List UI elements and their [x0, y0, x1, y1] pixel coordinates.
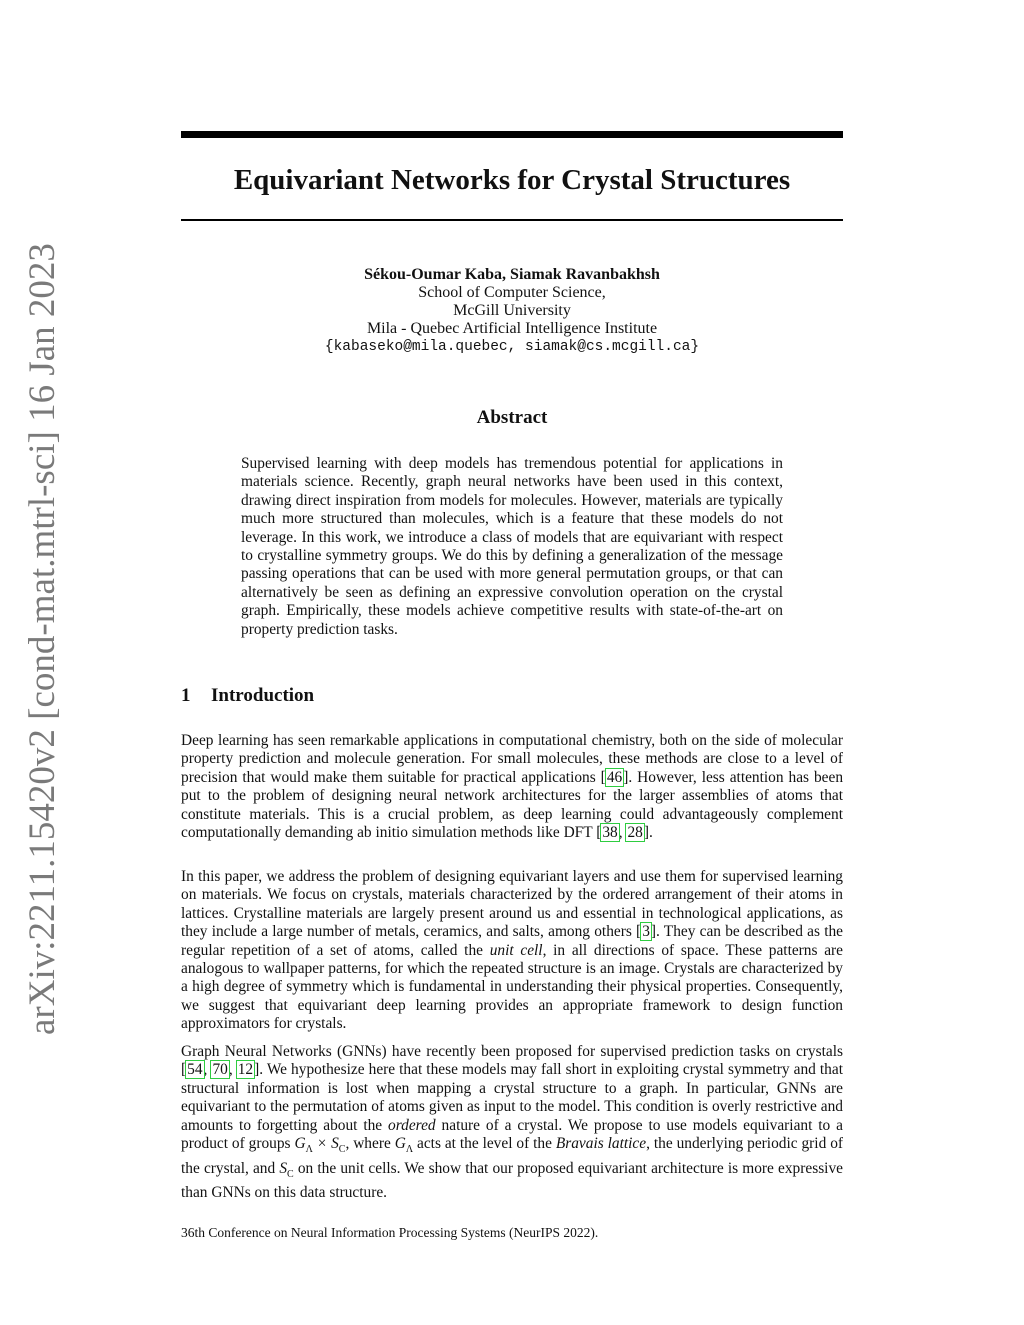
- section-title: Introduction: [211, 685, 315, 706]
- abstract-heading: Abstract: [476, 407, 548, 428]
- text-run: ]. However, less attention has been put to the problem of designing neural network architectures for the larger assemblies of atoms that constitute materials. This is a crucial problem, as deep learning could advantageously complement computationally demanding ab initio simulation methods like DFT [: [181, 768, 844, 842]
- citation-link[interactable]: 3: [642, 923, 650, 941]
- text-run: ].: [643, 824, 653, 842]
- author-emails: {kabaseko@mila.quebec, siamak@cs.mcgill.ca}: [324, 339, 700, 355]
- text-run: nature of a crystal. We propose to use models equivariant to a product of groups: [181, 1116, 843, 1153]
- section-heading-introduction: [181, 684, 314, 708]
- author-block: [181, 266, 843, 356]
- math-group-product: $G_\Lambda \times S_C$: [294, 1135, 346, 1156]
- text-run: , in all directions of space. These patterns are analogous to wallpaper patterns, for which the repeated structure is an image. Crystals are characterized by a high degree of symmetry which is fundamental in understanding their physical properties. Consequently, we suggest that equivariant deep learning provides an appropriate framework to design function approximators for crystals.: [181, 941, 843, 1033]
- citation-link[interactable]: 70: [212, 1061, 228, 1079]
- text-run: acts at the level of the: [413, 1135, 556, 1153]
- citation-link[interactable]: 46: [606, 768, 623, 786]
- section-number: 1: [181, 685, 191, 706]
- text-run: Graph Neural Networks (GNNs) have recently been proposed for supervised prediction tasks on crystals [: [181, 1043, 843, 1079]
- text-run: ]. We hypothesize here that these models may fall short in exploiting crystal symmetry and that structural information is lost when mapping a crystal structure to a graph. In particular, GNNs are equivariant to the permutation of atoms given as input to the model. This condition is overly restrictive and amounts to forgetting about the: [181, 1061, 843, 1134]
- intro-paragraph-3: Graph Neural Networks (GNNs) have recently been proposed for supervised prediction tasks on crystals [54, 70, 12]. We hypothesize here that these models may fall short in exploiting crystal symmetry and that structural information is lost when mapping a crystal structure to a graph. In particular, GNNs are equivariant to the permutation of atoms given as input to the model. This condition is overly restrictive and amounts to forgetting about the ordered nature of a crystal. We propose to use models equivariant to a product of groups $G_\Lambda \times S_C$, where $G_\Lambda$ acts at the level of the Bravais lattice, the underlying periodic grid of the crystal, and $S_C$ on the unit cells. We show that our proposed equivariant architecture is more expressive than GNNs on this data structure.: [181, 1043, 844, 1201]
- intro-paragraph-1: Deep learning has seen remarkable applications in computational chemistry, both on the side of molecular property prediction and molecule generation. For small molecules, these methods are close to a level of precision that would make them suitable for practical applications [46]. However, less attention has been put to the problem of designing neural network architectures for the larger assemblies of atoms that constitute materials. This is a crucial problem, as deep learning could advantageously complement computationally demanding ab initio simulation methods like DFT [38, 28].: [181, 732, 844, 842]
- emphasis-ordered: ordered: [388, 1116, 436, 1134]
- citation-link[interactable]: 54: [187, 1061, 203, 1079]
- text-run: ]. They can be described as the regular repetition of a set of atoms, called the: [181, 923, 843, 959]
- text-run: , where: [345, 1135, 395, 1153]
- title-rule-bottom: [181, 219, 843, 221]
- emphasis-bravais-lattice: Bravais lattice: [555, 1135, 647, 1153]
- title-rule-top: [181, 131, 843, 138]
- citation-link[interactable]: 38: [602, 824, 618, 842]
- text-run: on the unit cells. We show that our proposed equivariant architecture is more expressive than GNNs on this data structure.: [181, 1159, 843, 1201]
- arxiv-identifier: arXiv:2211.15420v2 [cond-mat.mtrl-sci] 16 Jan 2023: [22, 243, 63, 1035]
- conference-footnote: 36th Conference on Neural Information Processing Systems (NeurIPS 2022).: [181, 1225, 599, 1240]
- affiliation-line: School of Computer Science,: [418, 284, 606, 301]
- citation-link[interactable]: 12: [237, 1061, 254, 1079]
- affiliation-line: McGill University: [453, 302, 571, 319]
- text-run: Deep learning has seen remarkable applications in computational chemistry, both on the side of molecular property prediction and molecule generation. For small molecules, these methods are close to a level of precision that would make them suitable for practical applications [: [181, 732, 843, 786]
- citation-link[interactable]: 28: [627, 824, 643, 842]
- paper-title: Equivariant Networks for Crystal Structures: [233, 164, 791, 196]
- emphasis-unit-cell: unit cell: [489, 941, 543, 959]
- text-run: , the underlying periodic grid of the crystal, and: [181, 1135, 844, 1177]
- abstract-text: Supervised learning with deep models has tremendous potential for applications in materials science. Recently, graph neural networks have been used in this context, drawing direct inspiration from models for molecules. However, materials are typically much more structured than molecules, which is a feature that these models do not leverage. In this work, we introduce a class of models that are equivariant with respect to crystalline symmetry groups. We do this by defining a generalization of the message passing operations that can be used with more general permutation groups, or that can alternatively be seen as defining an expressive convolution operation on the crystal graph. Empirically, these models achieve competitive results with state-of-the-art on property prediction tasks.: [241, 455, 783, 638]
- author-names: Sékou-Oumar Kaba, Siamak Ravanbakhsh: [364, 266, 660, 283]
- intro-paragraph-2: [181, 868, 843, 1034]
- math-cell-group: $S_C$: [279, 1159, 294, 1180]
- text-run: In this paper, we address the problem of designing equivariant layers and use them for supervised learning on materials. We focus on crystals, materials characterized by the ordered arrangement of their atoms in lattices. Crystalline materials are largely present around us and essential in technological applications, as they include a large number of metals, ceramics, and salts, among others [: [181, 868, 843, 941]
- math-lattice-group: $G_\Lambda$: [394, 1135, 414, 1156]
- affiliation-line: Mila - Quebec Artificial Intelligence Institute: [366, 320, 658, 337]
